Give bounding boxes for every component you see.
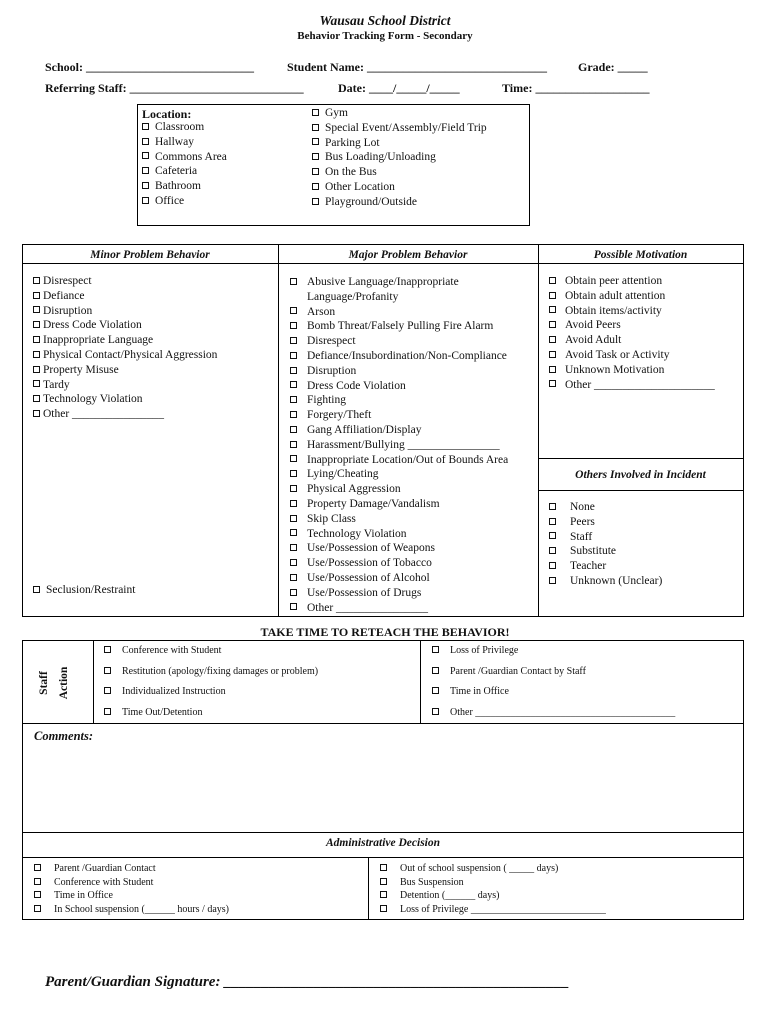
admin-item[interactable]: Conference with Student [34, 876, 229, 890]
form-title: Behavior Tracking Form - Secondary [297, 30, 473, 42]
school-field[interactable]: School: ____________________________ [45, 60, 255, 74]
checkbox[interactable] [290, 426, 297, 433]
checkbox[interactable] [33, 292, 40, 299]
checkbox[interactable] [290, 500, 297, 507]
table-top-border [22, 244, 744, 245]
motivation-item[interactable]: Unknown Motivation [549, 363, 715, 378]
motivation-header: Possible Motivation [593, 249, 688, 261]
checkbox[interactable] [290, 589, 297, 596]
checkbox[interactable] [549, 366, 556, 373]
checkbox[interactable] [142, 138, 149, 145]
checkbox[interactable] [34, 891, 41, 898]
major-item[interactable]: Fighting [290, 393, 508, 408]
location-item[interactable]: Classroom [142, 120, 227, 135]
admin-item[interactable]: Time in Office [34, 889, 229, 903]
location-item[interactable]: Other Location [312, 180, 487, 195]
table-left-border [22, 244, 23, 617]
checkbox[interactable] [290, 411, 297, 418]
major-item[interactable]: Defiance/Insubordination/Non-Compliance [290, 349, 508, 364]
minor-item[interactable]: Inappropriate Language [33, 333, 217, 348]
admin-left [34, 862, 229, 916]
checkbox[interactable] [380, 878, 387, 885]
checkbox[interactable] [549, 547, 556, 554]
motivation-item[interactable]: Avoid Task or Activity [549, 348, 715, 363]
major-item[interactable]: Harassment/Bullying ________________ [290, 438, 508, 453]
location-item[interactable]: Parking Lot [312, 136, 487, 151]
checkbox[interactable] [142, 152, 149, 159]
checkbox[interactable] [33, 380, 40, 387]
checkbox[interactable] [290, 441, 297, 448]
major-item[interactable]: Forgery/Theft [290, 408, 508, 423]
checkbox[interactable] [380, 905, 387, 912]
staff-action-item[interactable]: Parent /Guardian Contact by Staff [432, 665, 675, 686]
checkbox[interactable] [549, 277, 556, 284]
major-item[interactable]: Lying/Cheating [290, 467, 508, 482]
checkbox[interactable] [142, 197, 149, 204]
checkbox[interactable] [34, 905, 41, 912]
minor-item[interactable]: Defiance [33, 289, 217, 304]
grade-field[interactable]: Grade: _____ [578, 60, 648, 74]
date-field[interactable]: Date: ____/_____/_____ [338, 81, 460, 95]
checkbox[interactable] [142, 123, 149, 130]
checkbox[interactable] [432, 708, 439, 715]
district-title: Wausau School District [319, 13, 451, 28]
minor-item[interactable]: Disruption [33, 304, 217, 319]
others-item[interactable]: None [549, 500, 662, 515]
minor-header: Minor Problem Behavior [90, 249, 210, 261]
checkbox[interactable] [432, 646, 439, 653]
checkbox[interactable] [290, 559, 297, 566]
motivation-item[interactable]: Other _____________________ [549, 378, 715, 393]
others-item[interactable]: Substitute [549, 544, 662, 559]
checkbox[interactable] [312, 138, 319, 145]
admin-item[interactable]: Loss of Privilege ___________________________ [380, 903, 606, 917]
minor-item[interactable]: Property Misuse [33, 363, 217, 378]
time-field[interactable]: Time: ___________________ [502, 81, 650, 95]
location-item[interactable]: On the Bus [312, 165, 487, 180]
major-item[interactable]: Gang Affiliation/Display [290, 423, 508, 438]
checkbox[interactable] [142, 182, 149, 189]
checkbox[interactable] [290, 603, 297, 610]
checkbox[interactable] [290, 322, 297, 329]
checkbox[interactable] [549, 292, 556, 299]
minor-item[interactable]: Other ________________ [33, 407, 217, 422]
admin-header: Administrative Decision [325, 837, 441, 849]
checkbox[interactable] [34, 878, 41, 885]
checkbox[interactable] [549, 532, 556, 539]
others-item[interactable]: Teacher [549, 559, 662, 574]
staff-action-divider-2 [420, 640, 421, 724]
staff-action-item[interactable]: Individualized Instruction [104, 685, 318, 706]
checkbox[interactable] [312, 183, 319, 190]
checkbox[interactable] [104, 667, 111, 674]
staff-action-item[interactable]: Time Out/Detention [104, 706, 318, 727]
checkbox[interactable] [549, 351, 556, 358]
checkbox[interactable] [312, 109, 319, 116]
checkbox[interactable] [33, 395, 40, 402]
checkbox[interactable] [104, 687, 111, 694]
checkbox[interactable] [290, 337, 297, 344]
checkbox[interactable] [290, 455, 297, 462]
staff-action-divider-1 [93, 640, 94, 724]
checkbox[interactable] [290, 352, 297, 359]
motivation-item[interactable]: Avoid Adult [549, 333, 715, 348]
checkbox[interactable] [142, 167, 149, 174]
major-header: Major Problem Behavior [348, 249, 468, 261]
table-header-border [22, 263, 744, 264]
admin-header-border [22, 857, 744, 858]
comments-label: Comments: [34, 729, 94, 743]
minor-list [33, 274, 217, 422]
checkbox[interactable] [290, 544, 297, 551]
location-item[interactable]: Office [142, 194, 227, 209]
location-item[interactable]: Gym [312, 106, 487, 121]
reteach-heading: TAKE TIME TO RETEACH THE BEHAVIOR! [260, 625, 510, 639]
admin-right [380, 862, 606, 916]
checkbox[interactable] [290, 381, 297, 388]
location-label: Location: [142, 107, 192, 121]
staff-action-left [104, 644, 318, 726]
major-item[interactable]: Disruption [290, 364, 508, 379]
others-list [549, 500, 662, 589]
checkbox[interactable] [549, 577, 556, 584]
checkbox[interactable] [312, 168, 319, 175]
minor-item[interactable]: Physical Contact/Physical Aggression [33, 348, 217, 363]
major-item[interactable]: Abusive Language/Inappropriate [290, 275, 508, 290]
table-divider-2 [538, 244, 539, 617]
checkbox[interactable] [312, 198, 319, 205]
checkbox[interactable] [290, 278, 297, 285]
minor-item[interactable]: Technology Violation [33, 392, 217, 407]
checkbox[interactable] [549, 380, 556, 387]
minor-item[interactable]: Dress Code Violation [33, 318, 217, 333]
location-list-2 [312, 106, 487, 210]
others-header: Others Involved in Incident [575, 469, 706, 481]
major-item[interactable]: Dress Code Violation [290, 379, 508, 394]
admin-item[interactable]: Bus Suspension [380, 876, 606, 890]
checkbox[interactable] [33, 306, 40, 313]
checkbox[interactable] [33, 321, 40, 328]
checkbox[interactable] [549, 321, 556, 328]
checkbox[interactable] [290, 367, 297, 374]
checkbox[interactable] [549, 306, 556, 313]
checkbox[interactable] [290, 485, 297, 492]
location-item[interactable]: Playground/Outside [312, 195, 487, 210]
others-header-border [538, 490, 744, 491]
major-item[interactable]: Arson [290, 305, 508, 320]
checkbox[interactable] [549, 503, 556, 510]
checkbox[interactable] [290, 396, 297, 403]
admin-item[interactable]: Out of school suspension ( _____ days) [380, 862, 606, 876]
checkbox[interactable] [549, 336, 556, 343]
checkbox[interactable] [33, 366, 40, 373]
checkbox[interactable] [312, 124, 319, 131]
seclusion-item[interactable]: Seclusion/Restraint [33, 583, 135, 598]
checkbox[interactable] [432, 687, 439, 694]
others-item[interactable]: Staff [549, 530, 662, 545]
student-name-field[interactable]: Student Name: ______________________________ [287, 60, 547, 74]
minor-item[interactable]: Disrespect [33, 274, 217, 289]
checkbox[interactable] [380, 864, 387, 871]
admin-item[interactable]: In School suspension (______ hours / days) [34, 903, 229, 917]
checkbox[interactable] [104, 646, 111, 653]
checkbox[interactable] [33, 277, 40, 284]
staff-action-right [432, 644, 675, 726]
motivation-item[interactable]: Avoid Peers [549, 318, 715, 333]
checkbox[interactable] [549, 518, 556, 525]
location-list-1 [142, 120, 227, 209]
checkbox[interactable] [290, 307, 297, 314]
referring-staff-field[interactable]: Referring Staff: _____________________________ [45, 81, 304, 95]
admin-divider [368, 857, 369, 920]
checkbox[interactable] [380, 891, 387, 898]
staff-action-item[interactable]: Restitution (apology/fixing damages or problem) [104, 665, 318, 686]
major-item[interactable]: Use/Possession of Weapons [290, 541, 508, 556]
checkbox[interactable] [33, 351, 40, 358]
checkbox[interactable] [290, 574, 297, 581]
minor-item[interactable]: Tardy [33, 378, 217, 393]
checkbox[interactable] [104, 708, 111, 715]
location-item[interactable]: Bus Loading/Unloading [312, 150, 487, 165]
major-item-cont: Language/Profanity [307, 290, 399, 303]
major-item[interactable]: Use/Possession of Tobacco [290, 556, 508, 571]
location-item[interactable]: Special Event/Assembly/Field Trip [312, 121, 487, 136]
checkbox[interactable] [290, 515, 297, 522]
motivation-item[interactable]: Obtain items/activity [549, 304, 715, 319]
location-item[interactable]: Commons Area [142, 150, 227, 165]
major-item[interactable]: Property Damage/Vandalism [290, 497, 508, 512]
major-item[interactable]: Inappropriate Location/Out of Bounds Area [290, 453, 508, 468]
others-top-border [538, 458, 744, 459]
checkbox[interactable] [290, 470, 297, 477]
location-item[interactable]: Cafeteria [142, 164, 227, 179]
checkbox[interactable] [312, 153, 319, 160]
motivation-list [549, 274, 715, 392]
checkbox[interactable] [33, 586, 40, 593]
admin-item[interactable]: Detention (______ days) [380, 889, 606, 903]
admin-top-border [22, 832, 744, 833]
location-item[interactable]: Hallway [142, 135, 227, 150]
checkbox[interactable] [290, 529, 297, 536]
comments-area[interactable] [30, 748, 736, 828]
location-item[interactable]: Bathroom [142, 179, 227, 194]
motivation-item[interactable]: Obtain peer attention [549, 274, 715, 289]
checkbox[interactable] [432, 667, 439, 674]
major-item[interactable]: Physical Aggression [290, 482, 508, 497]
major-item[interactable]: Technology Violation [290, 527, 508, 542]
seclusion-list [33, 583, 135, 598]
staff-action-item[interactable]: Conference with Student [104, 644, 318, 665]
signature-line[interactable]: Parent/Guardian Signature: ______________________________________________ [45, 974, 570, 990]
table-divider-1 [278, 244, 279, 617]
motivation-item[interactable]: Obtain adult attention [549, 289, 715, 304]
table-right-border [743, 244, 744, 617]
checkbox[interactable] [33, 410, 40, 417]
checkbox[interactable] [549, 562, 556, 569]
others-item[interactable]: Unknown (Unclear) [549, 574, 662, 589]
action-label: Action [58, 666, 70, 700]
staff-action-item[interactable]: Loss of Privilege [432, 644, 675, 665]
major-item[interactable]: Bomb Threat/Falsely Pulling Fire Alarm [290, 319, 508, 334]
staff-action-item[interactable]: Other ________________________________________ [432, 706, 675, 727]
admin-item[interactable]: Parent /Guardian Contact [34, 862, 229, 876]
table-bottom-border [22, 616, 744, 617]
staff-action-item[interactable]: Time in Office [432, 685, 675, 706]
major-item[interactable]: Skip Class [290, 512, 508, 527]
major-list [290, 275, 508, 615]
checkbox[interactable] [34, 864, 41, 871]
staff-label: Staff [38, 671, 50, 695]
major-item[interactable]: Other ________________ [290, 601, 508, 616]
major-item[interactable]: Use/Possession of Alcohol [290, 571, 508, 586]
major-item[interactable]: Use/Possession of Drugs [290, 586, 508, 601]
checkbox[interactable] [33, 336, 40, 343]
others-item[interactable]: Peers [549, 515, 662, 530]
major-item[interactable]: Disrespect [290, 334, 508, 349]
